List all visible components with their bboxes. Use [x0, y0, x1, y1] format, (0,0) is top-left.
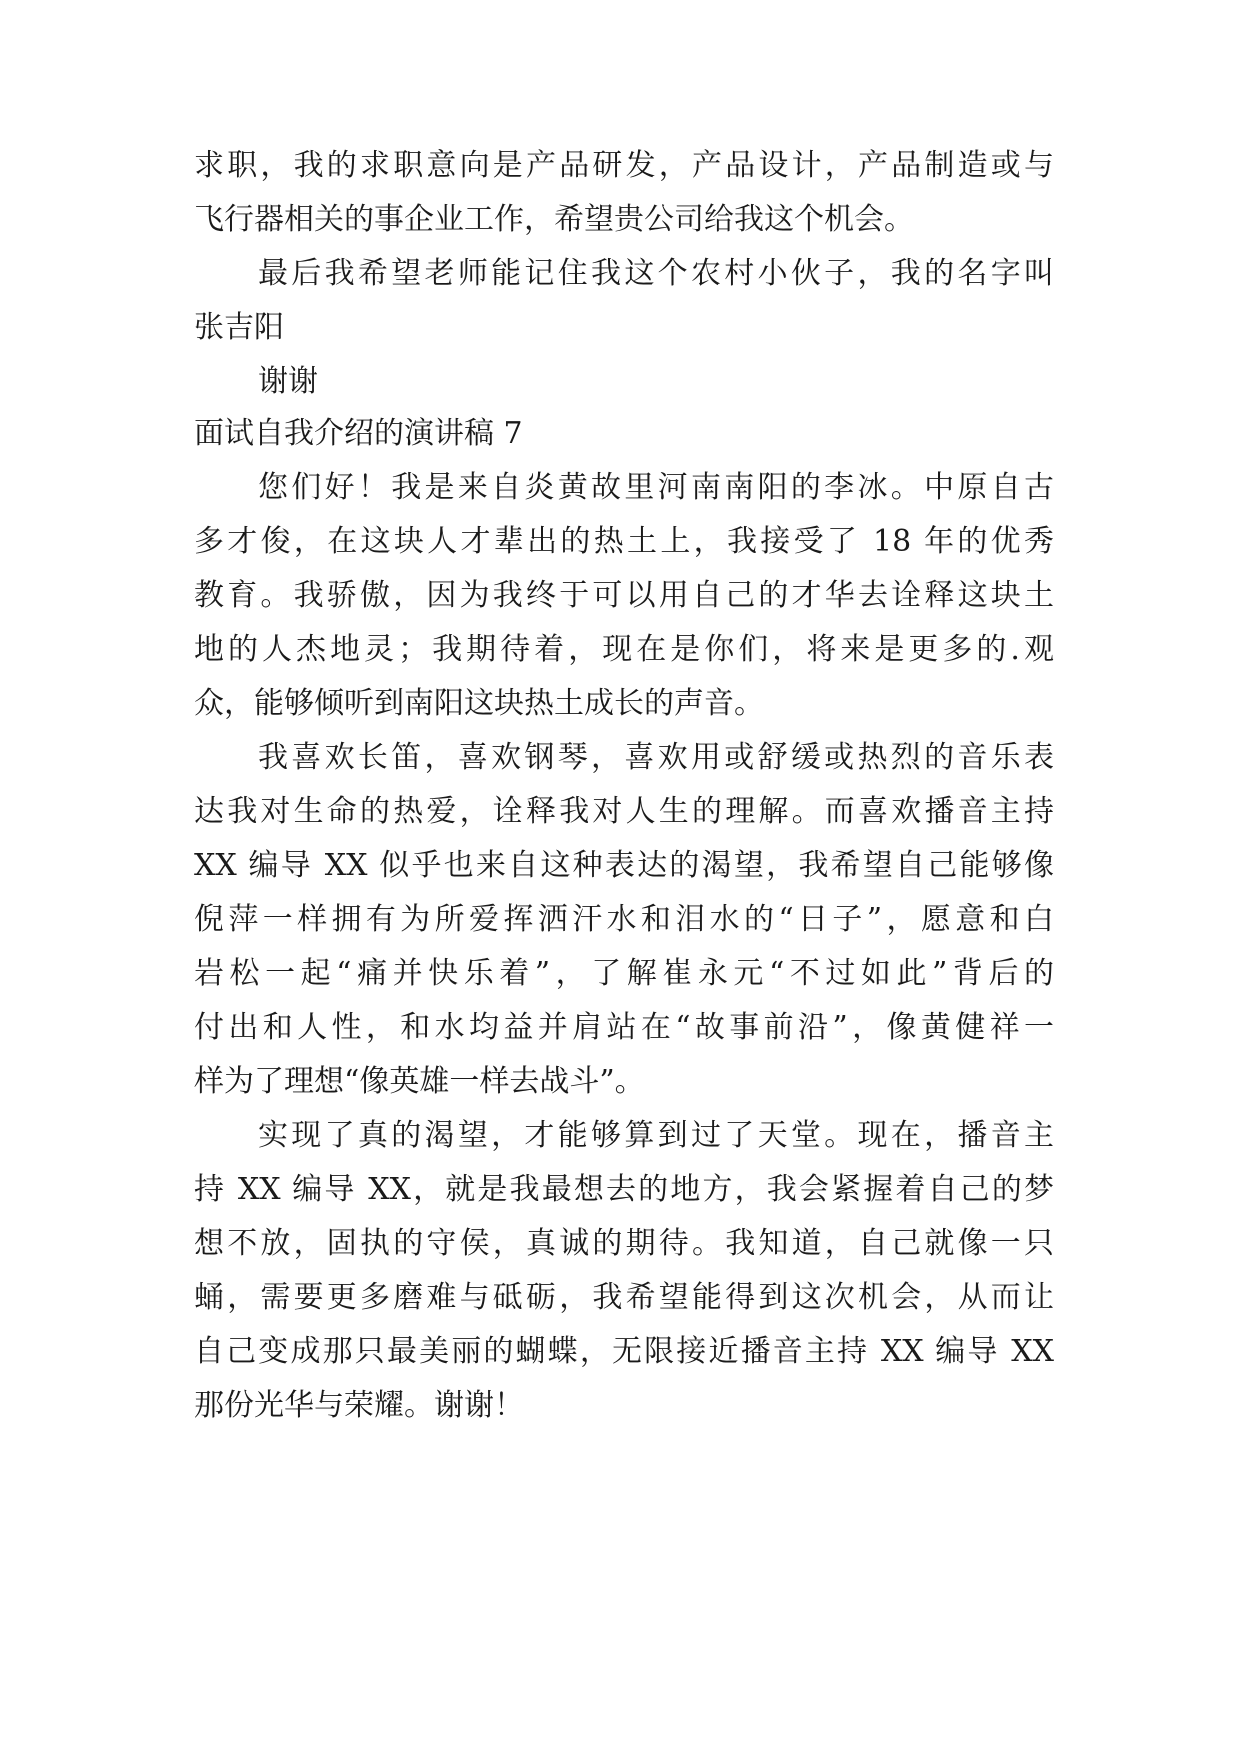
text-line: 我喜欢长笛，喜欢钢琴，喜欢用或舒缓或热烈的音乐表	[258, 740, 1054, 775]
text-line: 岩松一起“痛并快乐着”，了解崔永元“不过如此”背后的	[194, 956, 1054, 991]
text-line: 那份光华与荣耀。谢谢！	[194, 1388, 524, 1423]
text-line: 实现了真的渴望，才能够算到过了天堂。现在，播音主	[258, 1118, 1054, 1153]
text-line: 最后我希望老师能记住我这个农村小伙子，我的名字叫	[258, 256, 1054, 291]
text-line: 众，能够倾听到南阳这块热土成长的声音。	[194, 686, 764, 721]
text-line: 倪萍一样拥有为所爱挥洒汗水和泪水的“日子”，愿意和白	[194, 902, 1054, 937]
text-line: 持 XX 编导 XX，就是我最想去的地方，我会紧握着自己的梦	[194, 1172, 1054, 1207]
text-line: 地的人杰地灵；我期待着，现在是你们，将来是更多的.观	[194, 632, 1054, 667]
text-line: 求职，我的求职意向是产品研发，产品设计，产品制造或与	[194, 148, 1054, 183]
text-line: 张吉阳	[194, 310, 284, 345]
section-heading: 面试自我介绍的演讲稿 7	[194, 416, 523, 451]
text-line: 多才俊，在这块人才辈出的热土上，我接受了 18 年的优秀	[194, 524, 1054, 559]
text-line: 样为了理想“像英雄一样去战斗”。	[194, 1064, 645, 1099]
text-line: 自己变成那只最美丽的蝴蝶，无限接近播音主持 XX 编导 XX	[194, 1334, 1054, 1369]
text-line: 付出和人性，和水均益并肩站在“故事前沿”，像黄健祥一	[194, 1010, 1054, 1045]
text-line: 教育。我骄傲，因为我终于可以用自己的才华去诠释这块土	[194, 578, 1054, 613]
text-line: 想不放，固执的守侯，真诚的期待。我知道，自己就像一只	[194, 1226, 1054, 1261]
text-line: XX 编导 XX 似乎也来自这种表达的渴望，我希望自己能够像	[194, 848, 1054, 883]
text-line: 飞行器相关的事企业工作，希望贵公司给我这个机会。	[194, 202, 914, 237]
text-line: 蛹，需要更多磨难与砥砺，我希望能得到这次机会，从而让	[194, 1280, 1054, 1315]
text-line: 谢谢	[258, 364, 318, 399]
text-line: 达我对生命的热爱，诠释我对人生的理解。而喜欢播音主持	[194, 794, 1054, 829]
text-line: 您们好！我是来自炎黄故里河南南阳的李冰。中原自古	[258, 470, 1054, 505]
